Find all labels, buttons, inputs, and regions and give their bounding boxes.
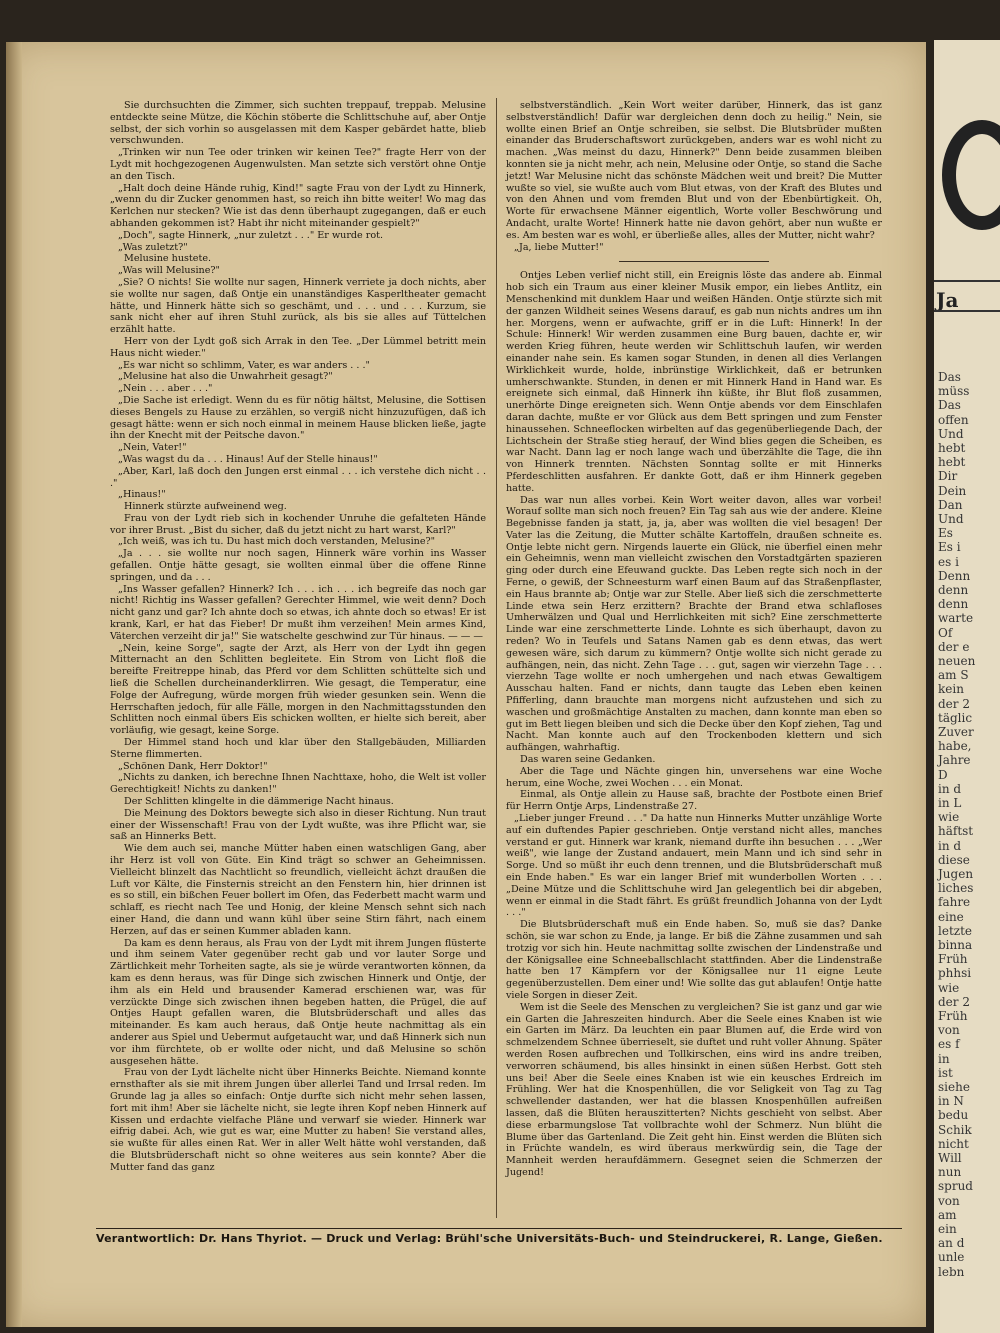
adjacent-text-fragment: letzte (938, 923, 973, 938)
adjacent-text-fragment: Es i (938, 540, 961, 555)
right-column-section-2 (506, 270, 882, 1178)
adjacent-text-fragment: Zuver (938, 725, 974, 739)
adjacent-text-fragment: Es (938, 526, 953, 541)
adjacent-text-fragment: an d (938, 1236, 965, 1251)
paragraph: Frau von der Lydt lächelte nicht über Hinnerks Beichte. Niemand konnte ernsthafter als sie mit ihrem Jungen über allerlei Tand und Irrsal reden. Im Grunde lag ja alles so einfach: Ontje durfte sich nicht mehr sehen lassen, fort mit ihm! Aber sie lächelte nicht, sie legte ihren Kopf neben Hinnerk auf Kissen und erdachte vielfache Pläne und verwarf sie wieder. Hinnerk war eifrig dabei. Ach, wie gut es war, eine Mutter zu haben! Sie verstand alles, sie wußte für alles einen Rat. Wer in aller Welt hätte wohl verstanden, daß die Blutsbrüderschaft nicht so ohne weiteres aus sein konnte? Aber die Mutter fand das ganz (110, 1067, 486, 1173)
adjacent-text-fragment: Und (938, 426, 964, 441)
adjacent-text-fragment: Jahre (938, 753, 971, 768)
paragraph: „Es war nicht so schlimm, Vater, es war anders . . ." (118, 359, 370, 371)
adjacent-text-fragment: lebn (938, 1264, 965, 1279)
adjacent-text-fragment: Und (938, 512, 964, 526)
paragraph: „Halt doch deine Hände ruhig, Kind!" sagte Frau von der Lydt zu Hinnerk, „wenn du dir Zucker genommen hast, so reich ihn bitte weiter! Wo mag das Kerlchen nur stecken? Wie ist das denn überhaupt zugegangen, daß er euch abhanden gekommen ist? Habt ihr nicht miteinander gespielt?" (110, 182, 486, 229)
paragraph: Da kam es denn heraus, als Frau von der Lydt mit ihrem Jungen flüsterte und ihm seinem Vater gegenüber recht gab und vor lauter Sorge und Zärtlichkeit mehr Torheiten sagte, als sie je würde verantworten können, da kam es denn heraus, was für Dinge sich zwischen Hinnerk und Ontje, der ihm als ein Held und brausender Kamerad erschienen war, was für verzückte Dinge sich zwischen ihnen begeben hatten, die Prügel, die auf Ontjes Haupt gefallen waren, die Blutsbrüderschaft und alles das miteinander. Es kam auch heraus, daß Ontje heute nachmittag als ein anderer aus Spiel und Uebermut aufgetaucht war, und daß Hinnerk sich nun vor ihm fürchtete, ob er wollte oder nicht, und daß Melusine so schön ausgesehen hätte. (110, 937, 486, 1067)
adjacent-text-fragment: offen (938, 412, 969, 427)
paragraph: „Melusine hat also die Unwahrheit gesagt?" (118, 371, 333, 383)
paragraph: „Was zuletzt?" (118, 241, 188, 253)
adjacent-text-fragment: am (938, 1207, 957, 1222)
paragraph: Aber die Tage und Nächte gingen hin, unversehens war eine Woche herum, eine Woche, zwei Wochen . . . ein Monat. (506, 765, 882, 789)
adjacent-text-fragment: täglic (938, 710, 973, 725)
adjacent-text-fragment: es f (938, 1037, 960, 1052)
paragraph: „Doch", sagte Hinnerk, „nur zuletzt . . ." Er wurde rot. (118, 229, 384, 241)
paragraph: Frau von der Lydt rieb sich in kochender Unruhe die gefalteten Hände vor ihrer Brust. „Bist du sicher, daß du jetzt nicht zu hart warst, Karl?" (110, 512, 486, 536)
adjacent-text-fragment: unle (938, 1250, 965, 1265)
adjacent-text-fragment: Das (938, 370, 961, 384)
large-initial-letter (942, 120, 1000, 230)
section-separator (619, 261, 769, 262)
paragraph: „Die Sache ist erledigt. Wenn du es für nötig hältst, Melusine, die Sottisen dieses Bengels zu Hause zu erzählen, so vergiß nicht hinzuzufügen, daß ich gesagt hätte: wenn er sich noch einmal in meinem Hause blicken ließe, jagte ihn der Knecht mit der Peitsche davon." (110, 394, 486, 442)
paragraph: „Hinaus!" (118, 489, 166, 501)
paragraph: „Was wagst du da . . . Hinaus! Auf der Stelle hinaus!" (118, 453, 378, 465)
paragraph: Die Meinung des Doktors bewegte sich also in dieser Richtung. Nun traut einer der Wissenschaft! Frau von der Lydt wußte, was ihre Pflicht war, sie saß an Hinnerks Bett. (110, 807, 486, 843)
adjacent-text-fragment: Jugen (938, 867, 974, 881)
paragraph: Das waren seine Gedanken. (520, 754, 656, 766)
adjacent-text-fragment: von (938, 1023, 960, 1038)
adjacent-text-fragment: am S (938, 668, 969, 683)
paragraph: „Ja . . . sie wollte nur noch sagen, Hinnerk wäre vorhin ins Wasser gefallen. Ontje hätte gesagt, sie wollten einmal über die offene Rinne springen, und da . . . (110, 548, 486, 583)
adjacent-text-fragment: der 2 (938, 696, 970, 711)
paragraph: Hinnerk stürzte aufweinend weg. (124, 501, 287, 513)
paragraph: „Nichts zu danken, ich berechne Ihnen Nachttaxe, hoho, die Welt ist voller Gerechtigkeit! Nichts zu danken!" (110, 772, 486, 796)
adjacent-text-fragment: binna (938, 938, 973, 952)
imprint-footer: Verantwortlich: Dr. Hans Thyriot. — Druck und Verlag: Brühl'sche Universitäts-Buch- und Steindruckerei, R. Lange, Gießen. (96, 1232, 883, 1245)
article-column-left (110, 100, 486, 1174)
adjacent-text-fragment: der 2 (938, 994, 970, 1009)
adjacent-text-fragment: Dir (938, 469, 958, 484)
adjacent-text-fragment: denn (938, 597, 969, 612)
adjacent-text-fragment: phhsi (938, 966, 972, 981)
adjacent-text-fragment: kein (938, 682, 964, 697)
adjacent-text-fragment: in (938, 1051, 950, 1066)
adjacent-text-fragment: nicht (938, 1136, 969, 1151)
paragraph: „Lieber junger Freund . . ." Da hatte nun Hinnerks Mutter unzählige Worte auf ein duftendes Papier geschrieben. Ontje verstand nicht alles, manches verstand er gut. Hinnerk war krank, niemand durfte ihn besuchen . . . „Wer weiß", wie lange der Zustand andauert, mein Mann und ich sind sehr in Sorge. Und so müßt ihr euch denn trennen, und die Blutsbrüderschaft muß ein Ende haben." Es war ein langer Brief mit wunderbollen Worten . . . „Deine Mütze und die Schlittschuhe wird Jan gelegentlich bei dir abgeben, wenn er einmal in die Stadt fährt. Es grüßt freundlich Johanna von der Lydt . . ." (506, 813, 882, 919)
adjacent-text-fragment: es i (938, 554, 959, 569)
column-divider (496, 98, 497, 1218)
paragraph: „Ins Wasser gefallen? Hinnerk? Ich . . . ich . . . ich begreife das noch gar nicht! Richtig ins Wasser gefallen? Gerechter Himmel, wie weit denn? Doch nicht ganz und gar? Ich ahnte doch so etwas, ich ahnte doch so etwas! Er ist krank, Karl, er hat das Fieber! Dr mußt ihm verzeihen! Mein armes Kind, Väterchen verzeiht dir ja!" Sie watschelte geschwind zur Tür hinaus. — — — (110, 583, 486, 642)
adjacent-text-fragment: in d (938, 781, 962, 796)
adjacent-text-fragment: nun (938, 1165, 962, 1180)
adjacent-text-fragment: Dein (938, 483, 967, 498)
footer-rule (96, 1228, 902, 1229)
adjacent-text-fragment: sprud (938, 1179, 973, 1194)
paragraph: „Aber, Karl, laß doch den Jungen erst einmal . . . ich verstehe dich nicht . . ." (110, 465, 486, 489)
adjacent-text-fragment: ein (938, 1222, 957, 1236)
adjacent-text-fragment: diese (938, 852, 970, 867)
adjacent-text-fragment: neuen (938, 654, 976, 668)
adjacent-text-fragment: der e (938, 639, 970, 654)
adjacent-text-fragment: D (938, 767, 948, 782)
paragraph: „Ja, liebe Mutter!" (514, 241, 604, 253)
paragraph: Melusine hustete. (124, 253, 212, 265)
paragraph: Die Blutsbrüderschaft muß ein Ende haben. So, muß sie das? Danke schön, sie war schon zu Ende, ja lange. Er biß die Zähne zusammen und sah trotzig vor sich hin. Heute nachmittag sollte zwischen der Lindenstraße und der Königsallee eine Schneeballschlacht stattfinden. Aber die Lindenstraße hatte ben 17 Kämpfern vor der Königsallee nur 11 eigne Leute gegenüberzustellen. Dem einer und! Wie sollte das gut ablaufen! Ontje hatte viele Sorgen in dieser Zeit. (506, 919, 882, 1001)
paragraph: „Nein, Vater!" (118, 442, 187, 454)
adjacent-text-fragment: fahre (938, 895, 971, 910)
paragraph: Ontjes Leben verlief nicht still, ein Ereignis löste das andere ab. Einmal hob sich ein Traum aus einer kleiner Musik empor, ein liebes Antlitz, ein Menschenkind mit dunklem Haar und weißen Händen. Ontje stürzte sich mit der ganzen Wildheit seines Wesens darauf, es gab nun nichts andres um ihn her. Morgens, wenn er aufwachte, griff er in die Luft: Hinnerk! In der Schule: Hinnerk! Wir werden zusammen eine Burg bauen, dachte er, wir werden Krieg führen, heute werden wir Schlittschuh laufen, wir werden einander nahe sein. Es kamen sogar Stunden, in denen all dies Verlangen Wirklichkeit wurde, holde, inbrünstige Wirklichkeit, daß er betrunken umherschwankte. Stunden, in denen er mit Hinnerk Hand in Hand war. Es ereignete sich einmal, daß Hinnerk ihn küßte, ihr Blut floß zusammen, unerhörte Dinge ereigneten sich. Wenn Ontje abends vor dem Einschlafen daran dachte, mußte er vor Glück aus dem Bett springen und zum Fenster hinaussehen. Schneeflocken wirbelten auf das gegenüberliegende Dach, der Lichtschein der Straße stieg herauf, der Wind blies gegen die Scheiben, es war Nacht. Dann lag er noch lange wach und überzählte die Tage, die ihn von Hinnerk trennten. Nächsten Sonntag sollte er mit Hinnerks Pferdeschlitten ausfahren. Er dankte Gott, daß er ihm Hinnerk gegeben hatte. (506, 270, 882, 494)
adjacent-text-fragment: Früh (938, 1009, 968, 1023)
adjacent-text-fragment: in L (938, 796, 962, 810)
page-edge (6, 42, 22, 1327)
adjacent-text-fragment: liches (938, 881, 974, 896)
header-rule (934, 310, 1000, 312)
paragraph: Wie dem auch sei, manche Mütter haben einen watschligen Gang, aber ihr Herz ist voll von Güte. Ein Kind trägt so schwer an Geheimnissen. Vielleicht blinzelt das Nachtlicht so freundlich, vielleicht ächzt draußen die Luft vor Kälte, die Finsternis streicht an den Fenstern hin, hier drinnen ist es so still, ein bißchen Feuer bollert im Ofen, das Federbett macht warm und schlaff, es riecht nach Tee und Honig, der kleine Mensch sehnt sich nach einer Hand, die dann und wann kühl über seine Stirn fährt, nach einem Herzen, auf das er seinen Kummer abladen kann. (110, 843, 486, 937)
adjacent-text-fragment: habe, (938, 739, 972, 754)
adjacent-text-fragment: von (938, 1193, 960, 1208)
paragraph: Sie durchsuchten die Zimmer, sich suchten treppauf, treppab. Melusine entdeckte seine Mütze, die Köchin stöberte die Schlittschuhe auf, aber Ontje selbst, der sich vorhin so ausgelassen mit dem Kasper gebärdet hatte, blieb verschwunden. (110, 100, 486, 147)
adjacent-text-fragment: Dan (938, 497, 963, 512)
adjacent-text-fragment: siehe (938, 1080, 970, 1094)
adjacent-text-fragment: Früh (938, 952, 968, 967)
adjacent-text-fragment: denn (938, 583, 969, 597)
paragraph: „Trinken wir nun Tee oder trinken wir keinen Tee?" fragte Herr von der Lydt mit hochgezogenen Augenwulsten. Man setzte sich verstört ohne Ontje an den Tisch. (110, 147, 486, 182)
adjacent-text-fragment: in N (938, 1094, 964, 1109)
paragraph: „Nein, keine Sorge", sagte der Arzt, als Herr von der Lydt ihn gegen Mitternacht an den Schlitten begleitete. Ein Strom von Licht floß die bereifte Freitreppe hinab, das Pferd vor dem Schlitten schüttelte sich und ließ die Schellen durcheinanderklirren. Wie gesagt, die Temperatur, eine Folge der Aufregung, würde morgen früh wieder gesunken sein. Wenn die Herrschaften jedoch, für alle Fälle, morgen in den Nachmittagsstunden den Schlitten noch einmal übers Eis schicken wollten, er hielte sich bereit, aber vorläufig, wie gesagt, keine Sorge. (110, 642, 486, 737)
adjacent-page (934, 40, 1000, 1333)
paragraph: „Schönen Dank, Herr Doktor!" (118, 760, 268, 772)
right-column-section-1 (506, 100, 882, 253)
adjacent-text-fragment: hebt (938, 441, 966, 455)
paragraph: „Ich weiß, was ich tu. Du hast mich doch verstanden, Melusine?" (118, 536, 436, 548)
adjacent-text-fragment: warte (938, 611, 974, 626)
adjacent-text-fragment: Denn (938, 568, 971, 583)
adjacent-text-fragment: Das (938, 398, 961, 413)
paragraph: „Was will Melusine?" (118, 265, 220, 277)
adjacent-text-fragment: bedu (938, 1108, 969, 1123)
adjacent-text-fragment: Of (938, 625, 953, 640)
paragraph: Einmal, als Ontje allein zu Hause saß, brachte der Postbote einen Brief für Herrn Ontje Arps, Lindenstraße 27. (506, 789, 882, 813)
article-column-right (506, 100, 882, 1179)
paragraph: „Nein . . . aber . . ." (118, 383, 213, 395)
adjacent-text-fragment: eine (938, 909, 964, 924)
adjacent-text-fragment: müss (938, 384, 970, 399)
paragraph: selbstverständlich. „Kein Wort weiter darüber, Hinnerk, das ist ganz selbstverständlich! Dafür war dergleichen denn doch zu heilig." Nein, sie wollte einen Brief an Ontje schreiben, sie selbst. Die Blutsbrüder mußten einander das Bruderschaftswort zurückgeben, anders war es wohl nicht zu machen. „Was meinst du dazu, Hinnerk?" Denn beide zusammen bleiben konnten sie ja nicht mehr, ach nein, Melusine oder Ontje, so stand die Sache jetzt! War Melusine nicht das schönste Mädchen weit und breit? Die Mutter wußte so viel, sie wußte auch vom Blut etwas, von der Kraft des Blutes und von den Ahnen und vom fremden Blut und von der Ebenbürtigkeit. Oh, Worte für erwachsene Männer eigentlich, Worte voller Beschwörung und Andacht, uralte Worte! Hinnerk hatte nie davon gehört, aber nun wußte er es. Am besten war es wohl, er überließe alles, alles der Mutter, nicht wahr? (506, 100, 882, 241)
header-rule (934, 280, 1000, 282)
paragraph: „Sie? O nichts! Sie wollte nur sagen, Hinnerk verriete ja doch nichts, aber sie wollte nur sagen, daß Ontje ein unanständiges Kasperltheater gemacht hätte, und Hinnerk hätte sich so geschämt, und . . . und . . . Kurzum, sie sank nicht eher auf ihren Stuhl zurück, als bis sie alles auf Tüttelchen erzählt hatte. (110, 276, 486, 336)
paragraph: Der Himmel stand hoch und klar über den Stallgebäuden, Milliarden Sterne flimmerten. (110, 737, 486, 760)
adjacent-text-fragment: wie (938, 810, 960, 825)
adjacent-text-fragment: hebt (938, 455, 966, 470)
paragraph: Wem ist die Seele des Menschen zu vergleichen? Sie ist ganz und gar wie ein Garten die Jahreszeiten hindurch. Aber die Seele eines Knaben ist wie ein Garten im März. Da leuchten ein paar Blumen auf, die Erde wird von schmelzendem Schnee überrieselt, sie duftet und ruht voller Ahnung. Später werden Rosen aufbrechen und Tollkirschen, eins wird ins andre treiben, verworren schäumend, bis alles hinsinkt in einen süßen Herbst. Gott steh uns bei! Aber die Seele eines Knaben ist wie ein keusches Erdreich im Frühling. Wer hat die Knospenhüllen, die vor Seligkeit von Tag zu Tag schwellender dastanden, wer hat die blassen Knospenhüllen aufreißen lassen, daß die Blüten herauszitterten? Nichts geschieht von selbst. Aber diese erbarmungslose Tat vollbrachte wohl der Schmerz. Nun blüht die Blume über das Gartenland. Die Zeit geht hin. Einst werden die Blüten sich in Früchte wandeln, es wird überaus merkwürdig sein, die Tage der Mannheit werden heraufdämmern. Gesegnet seien die Schmerzen der Jugend! (506, 1001, 882, 1178)
adjacent-text-fragment: wie (938, 980, 960, 995)
adjacent-page-label: Ja (936, 288, 959, 312)
paragraph: Das war nun alles vorbei. Kein Wort weiter davon, alles war vorbei! Worauf sollte man sich noch freuen? Ein Tag sah aus wie der andere. Kleine Begebnisse fanden ja statt, ja, ja, aber was wollten die viel besagen! Der Vater las die Zeitung, die Mutter schälte Kartoffeln, draußen schneite es. Ontje lebte nicht gern. Nirgends lauerte ein Glück, nie überfiel einen mehr ein Geheimnis, wenn man vielleicht zwischen den Vorstadtgärten spazieren ging oder durch eine Efeuwand guckte. Das Leben regte sich noch in der Ferne, o gewiß, der Schneesturm warf einen Baum auf das Straßenpflaster, ein Haus brannte ab; Ontje war zur Stelle. Aber ließ sich die zerschmetterte Linde etwa sein Herz erzittern? Brachte der Brand etwa schlafloses Umherwälzen und Qual und Herrlichkeiten mit sich? Eine zerschmetterte Linde war eine zerschmetterte Linde. Lohnte es sich überhaupt, davon zu reden? Wo in Teufels und Satans Namen gab es denn etwas, das wert gewesen wäre, sich darum zu kümmern? Ontje wollte sich nicht gerade zu aufhängen, nein, das nicht. Zehn Tage . . . gut, sagen wir vierzehn Tage . . . vierzehn Tage wollte er noch umhergehen und nach etwas Gewaltigem Ausschau halten. Fand er nichts, dann taugte das Leben eben keinen Pfifferling, dann brauchte man morgens nicht aufzustehen und sich zu waschen und großmächtige Anstalten zu machen, dann konnte man eben so gut im Bett liegen bleiben und sich die Decke über den Kopf ziehen, Tag und Nacht. Man konnte auch auf den Trockenboden klettern und sich aufhängen, wahrhaftig. (506, 494, 882, 754)
adjacent-text-fragment: in d (938, 838, 962, 853)
paragraph: Herr von der Lydt goß sich Arrak in den Tee. „Der Lümmel betritt mein Haus nicht wieder." (110, 335, 486, 359)
paragraph: Der Schlitten klingelte in die dämmerige Nacht hinaus. (124, 796, 394, 808)
adjacent-text-fragment: Schik (938, 1122, 972, 1137)
adjacent-text-fragment: häftst (938, 824, 974, 839)
adjacent-text-fragment: ist (938, 1065, 953, 1080)
adjacent-text-fragment: Will (938, 1151, 962, 1165)
